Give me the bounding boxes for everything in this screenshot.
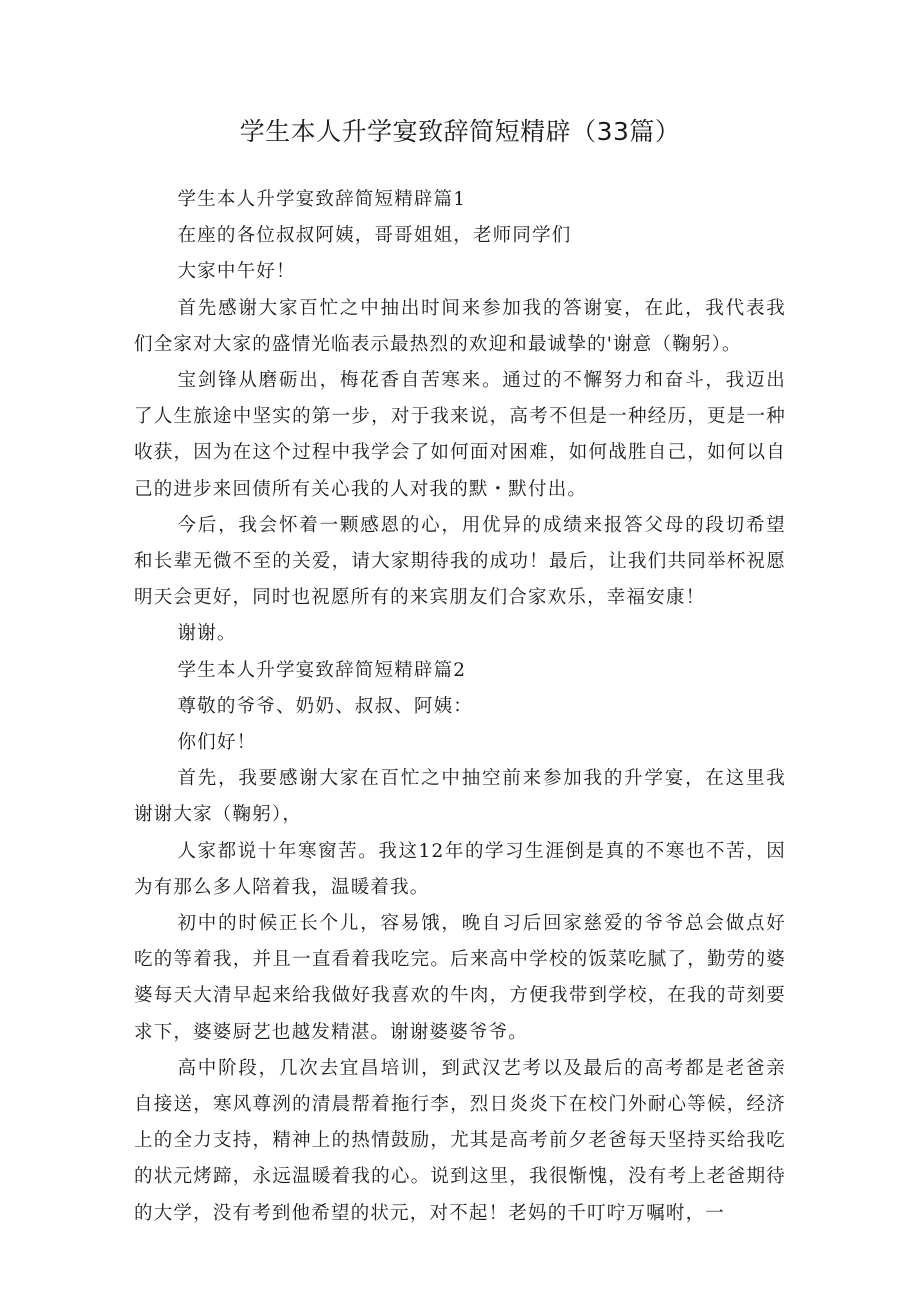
paragraph: 高中阶段，几次去宜昌培训，到武汉艺考以及最后的高考都是老爸亲自接送，寒风尊洌的清晨帮着拖行李，烈日炎炎下在校门外耐心等候，经济上的全力支持，精神上的热情鼓励，尤其是高考前夕老爸每天坚持买给我吃的状元烤蹄，永远温暖着我的心。说到这里，我很惭愧，没有考上老爸期待的大学，没有考到他希望的状元，对不起！老妈的千叮咛万嘱咐，一 <box>134 1057 786 1224</box>
salutation-1: 在座的各位叔叔阿姨，哥哥姐姐，老师同学们 <box>177 225 572 247</box>
paragraph: 人家都说十年寒窗苦。我这12年的学习生涯倒是真的不寒也不苦，因为有那么多人陪着我，温暖着我。 <box>134 840 786 898</box>
section-heading-2: 学生本人升学宴致辞简短精辟篇2 <box>177 659 467 681</box>
greeting-1: 大家中午好！ <box>177 261 296 283</box>
salutation-2: 尊敬的爷爷、奶奶、叔叔、阿姨： <box>177 695 473 717</box>
section-heading-1: 学生本人升学宴致辞简短精辟篇1 <box>177 189 467 210</box>
document-body <box>134 182 786 1232</box>
paragraph: 宝剑锋从磨砺出，梅花香自苦寒来。通过的不懈努力和奋斗，我迈出了人生旅途中坚实的第一步，对于我来说，高考不但是一种经历，更是一种收获，因为在这个过程中我学会了如何面对困难，如何战胜自己，如何以自己的进步来回债所有关心我的人对我的默・默付出。 <box>134 370 786 500</box>
paragraph: 首先感谢大家百忙之中抽出时间来参加我的答谢宴，在此，我代表我们全家对大家的盛情光临表示最热烈的欢迎和最诚挚的'谢意（鞠躬）。 <box>134 297 786 355</box>
document-title: 学生本人升学宴致辞简短精辟（33篇） <box>239 117 681 146</box>
closing-1: 谢谢。 <box>177 623 237 645</box>
paragraph: 首先，我要感谢大家在百忙之中抽空前来参加我的升学宴，在这里我谢谢大家（鞠躬）， <box>134 768 786 826</box>
paragraph: 初中的时候正长个儿，容易饿，晚自习后回家慈爱的爷爷总会做点好吃的等着我，并且一直看着我吃完。后来高中学校的饭菜吃腻了，勤劳的婆婆每天大清早起来给我做好我喜欢的牛肉，方便我带到学校，在我的苛刻要求下，婆婆厨艺也越发精湛。谢谢婆婆爷爷。 <box>134 913 786 1043</box>
paragraph: 今后，我会怀着一颗感恩的心，用优异的成绩来报答父母的段切希望和长辈无微不至的关爱，请大家期待我的成功！最后，让我们共同举杯祝愿明天会更好，同时也祝愿所有的来宾朋友们合家欢乐，幸福安康！ <box>134 514 786 609</box>
greeting-2: 你们好！ <box>177 732 257 754</box>
